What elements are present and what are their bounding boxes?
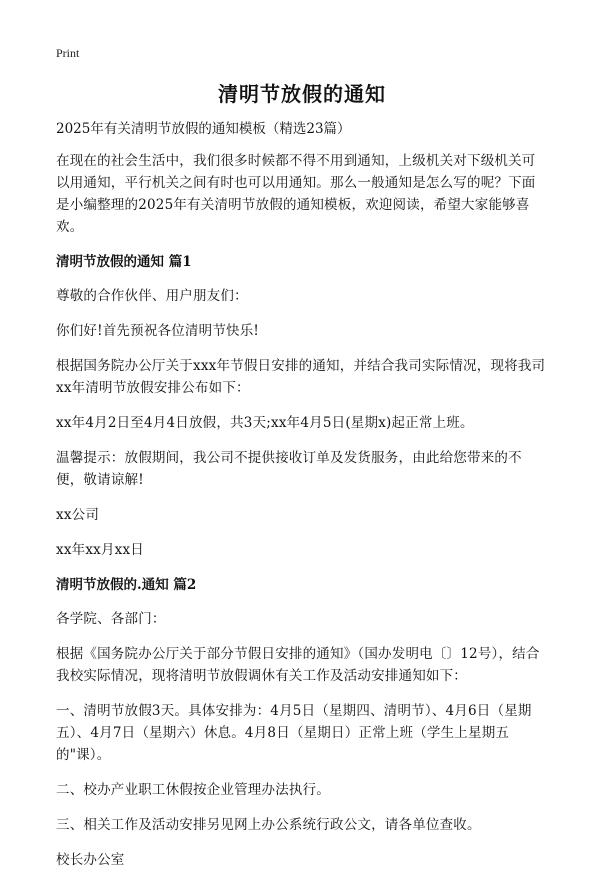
signature-office: 校长办公室 <box>56 852 125 868</box>
page-title: 清明节放假的通知 <box>218 82 386 106</box>
signature-company: xx公司 <box>56 507 100 523</box>
paragraph: 根据《国务院办公厅关于部分节假日安排的通知》（国办发明电〔〕12号），结合我校实际情况，现将清明节放假调休有关工作及活动安排通知如下： <box>56 646 540 684</box>
paragraph: 各学院、各部门： <box>56 611 166 627</box>
print-link[interactable]: Print <box>56 46 80 60</box>
paragraph: xx年4月2日至4月4日放假，共3天;xx年4月5日(星期x)起正常上班。 <box>56 415 474 431</box>
paragraph: 一、清明节放假3天。具体安排为：4月5日（星期四、清明节）、4月6日（星期五）、4月7日（星期六）休息。4月8日（星期日）正常上班（学生上星期五的"课）。 <box>56 703 532 763</box>
section-heading-2: 清明节放假的.通知 篇2 <box>56 577 197 593</box>
document-subtitle: 2025年有关清明节放假的通知模板（精选23篇） <box>56 121 351 137</box>
signature-date: xx年xx月xx日 <box>56 542 144 558</box>
document-body <box>56 118 548 884</box>
paragraph: 根据国务院办公厅关于xxx年节假日安排的通知，并结合我司实际情况，现将我司xx年清明节放假安排公布如下： <box>56 358 546 396</box>
intro-paragraph: 在现在的社会生活中，我们很多时候都不得不用到通知，上级机关对下级机关可以用通知，平行机关之间有时也可以用通知。那么一般通知是怎么写的呢？下面是小编整理的2025年有关清明节放假的通知模板，欢迎阅读，希望大家能够喜欢。 <box>56 153 536 235</box>
paragraph: 尊敬的合作伙伴、用户朋友们： <box>56 288 248 304</box>
paragraph: 温馨提示：放假期间，我公司不提供接收订单及发货服务，由此给您带来的不便，敬请谅解! <box>56 450 522 488</box>
paragraph: 三、相关工作及活动安排另见网上办公系统行政公文，请各单位查收。 <box>56 817 481 833</box>
paragraph: 二、校办产业职工休假按企业管理办法执行。 <box>56 782 330 798</box>
section-heading-1: 清明节放假的通知 篇1 <box>56 254 192 270</box>
paragraph: 你们好!首先预祝各位清明节快乐! <box>56 323 260 339</box>
